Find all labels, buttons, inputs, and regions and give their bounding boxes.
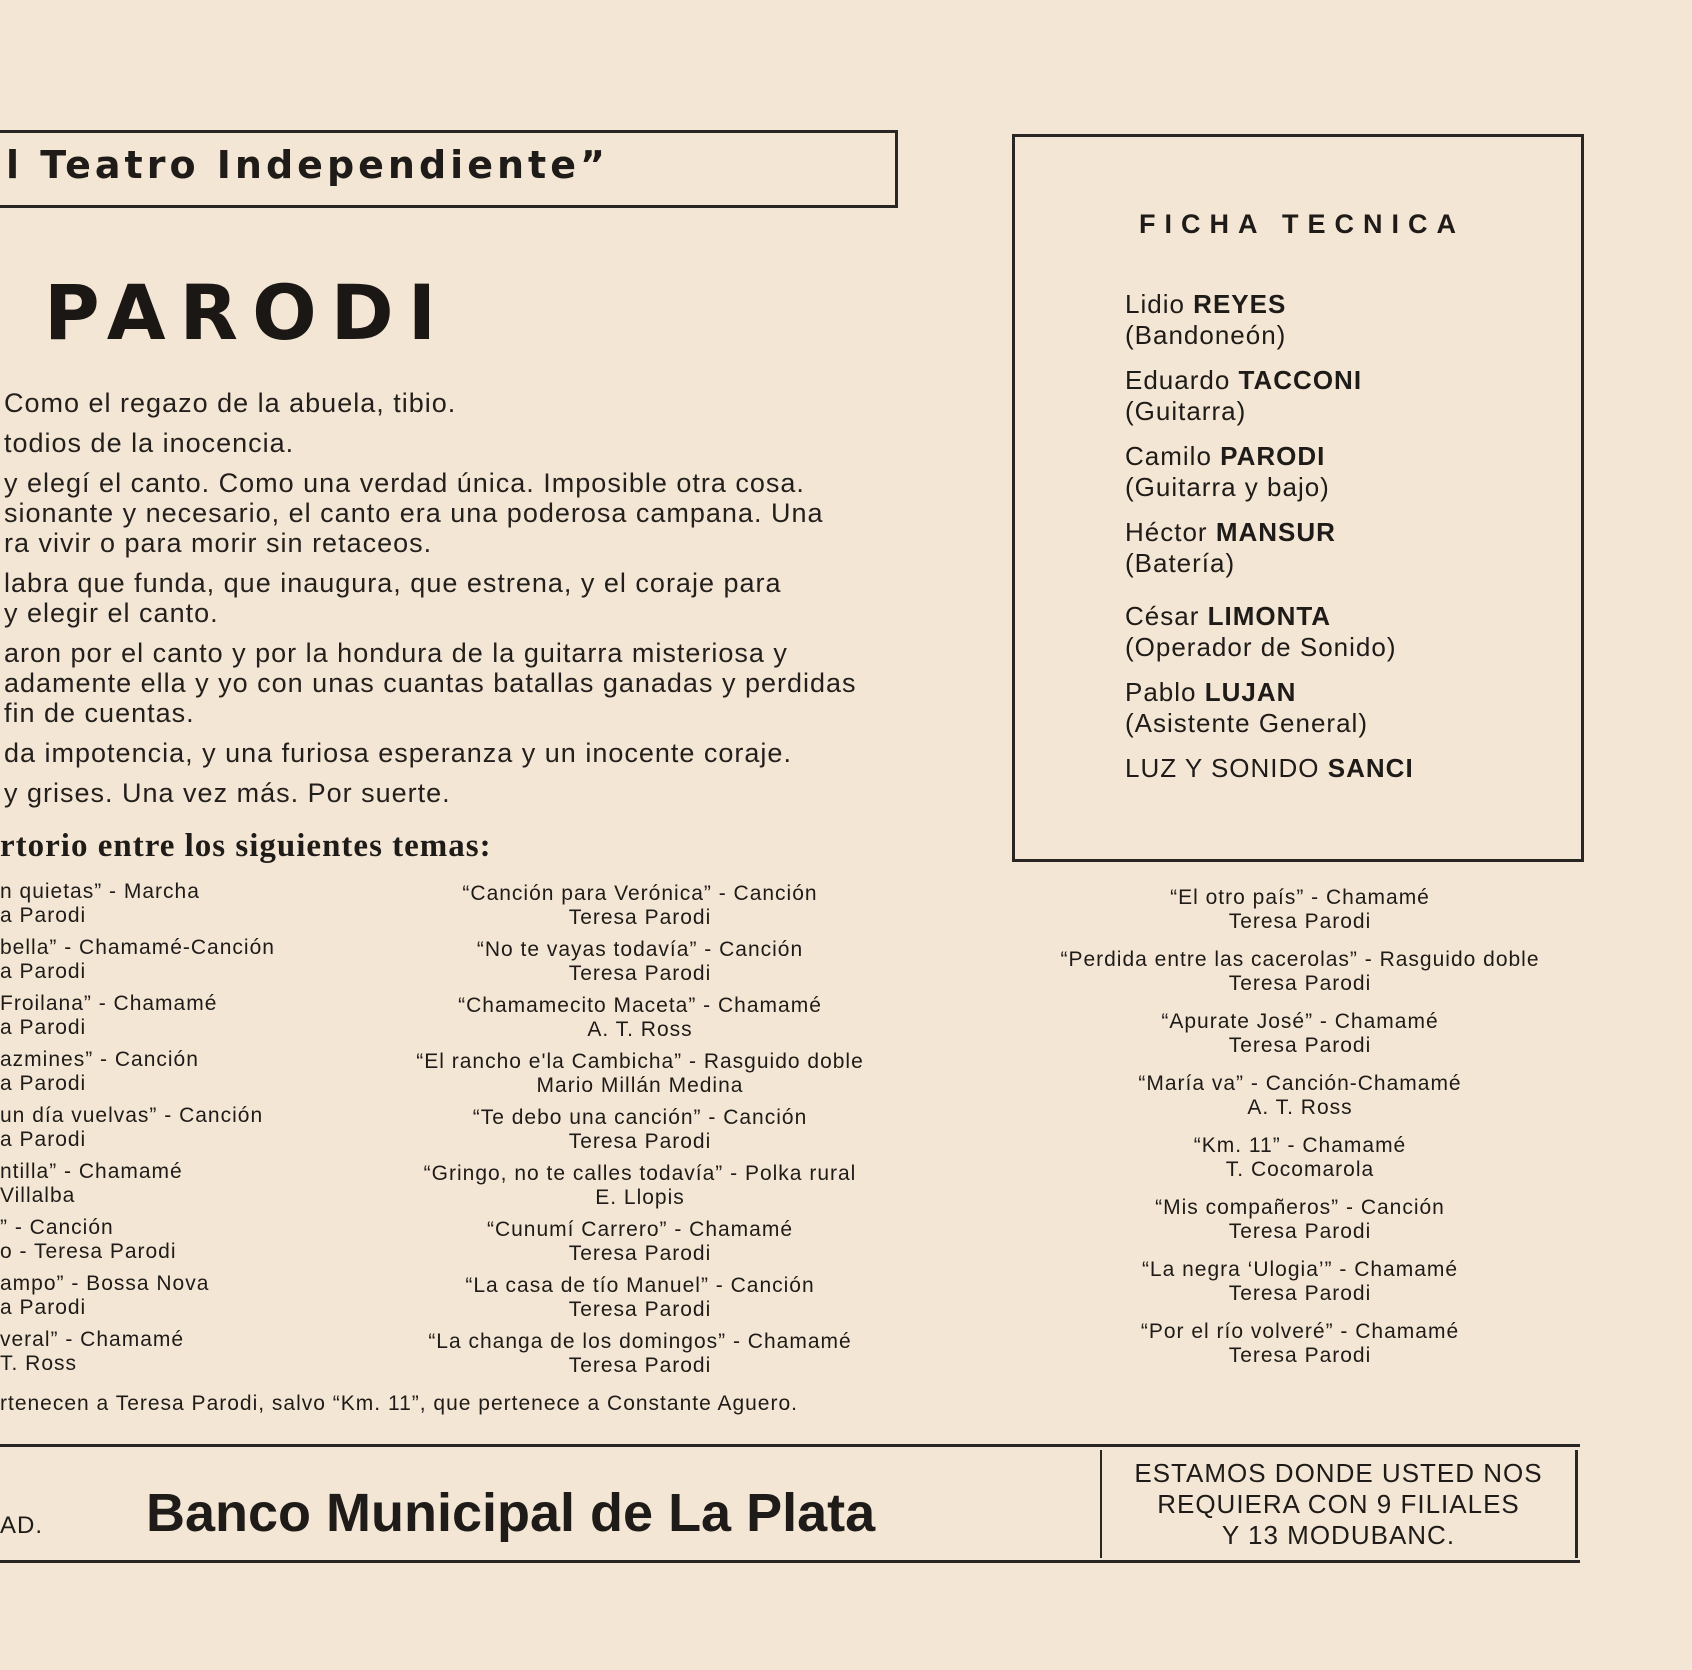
song-item: [360, 1050, 920, 1106]
song-author: a Parodi: [0, 1296, 87, 1319]
first-name: Lidio: [1125, 289, 1185, 319]
song-title: “Gringo, no te calles todavía” - Polka rural: [423, 1162, 857, 1185]
song-title: Froilana” - Chamamé: [0, 992, 218, 1015]
intro-line: y elegí el canto. Como una verdad única. Imposible otra cosa.: [4, 468, 805, 498]
credit-name: [1125, 601, 1565, 632]
song-item: [1010, 1072, 1590, 1134]
first-name: Pablo: [1125, 677, 1197, 707]
song-item: [0, 1216, 340, 1272]
credit-item: [1125, 677, 1565, 739]
credit-role: (Bandoneón): [1125, 320, 1287, 350]
repertoire-footnote: rtenecen a Teresa Parodi, salvo “Km. 11”, que pertenece a Constante Aguero.: [0, 1392, 798, 1415]
song-item: [360, 1162, 920, 1218]
credit-name: [1125, 517, 1565, 548]
credit-item: [1125, 517, 1565, 579]
credit-name: [1125, 365, 1565, 396]
song-title: “Te debo una canción” - Canción: [472, 1106, 808, 1129]
last-name: MANSUR: [1215, 517, 1336, 547]
first-name: Héctor: [1125, 517, 1208, 547]
header-banner: [0, 130, 898, 208]
song-author: A. T. Ross: [587, 1018, 693, 1041]
intro-line: fin de cuentas.: [4, 698, 195, 728]
song-item: [360, 1218, 920, 1274]
ficha-title: FICHA TECNICA: [1139, 209, 1465, 239]
song-author: Villalba: [0, 1184, 76, 1207]
song-item: [360, 1274, 920, 1330]
song-title: “El otro país” - Chamamé: [1170, 886, 1430, 909]
credit-role: (Guitarra): [1125, 396, 1247, 426]
credit-role: (Operador de Sonido): [1125, 632, 1397, 662]
song-author: a Parodi: [0, 1072, 87, 1095]
intro-line: labra que funda, que inaugura, que estrena, y el coraje para: [4, 568, 782, 598]
last-name: TACCONI: [1238, 365, 1363, 395]
song-title: n quietas” - Marcha: [0, 880, 200, 903]
song-item: [360, 1106, 920, 1162]
song-title: veral” - Chamamé: [0, 1328, 185, 1351]
first-name: César: [1125, 601, 1200, 631]
song-title: “Cunumí Carrero” - Chamamé: [486, 1218, 794, 1241]
song-title: ampo” - Bossa Nova: [0, 1272, 210, 1295]
song-author: a Parodi: [0, 1128, 87, 1151]
slogan-line: REQUIERA CON 9 FILIALES: [1157, 1489, 1520, 1519]
intro-line: todios de la inocencia.: [4, 428, 295, 458]
song-title: “El rancho e'la Cambicha” - Rasguido doble: [416, 1050, 864, 1073]
song-author: Teresa Parodi: [568, 1298, 712, 1321]
credit-name: [1125, 441, 1565, 472]
song-title: ” - Canción: [0, 1216, 114, 1239]
song-author: Teresa Parodi: [568, 1354, 712, 1377]
credit-name: [1125, 677, 1565, 708]
credit-item: [1125, 441, 1565, 503]
luz-sonido-credit: [1125, 753, 1565, 784]
last-name: PARODI: [1220, 441, 1326, 471]
intro-line: adamente ella y yo con unas cuantas batallas ganadas y perdidas: [4, 668, 857, 698]
song-title: “Apurate José” - Chamamé: [1161, 1010, 1439, 1033]
song-title: azmines” - Canción: [0, 1048, 199, 1071]
ficha-list: [1125, 289, 1565, 784]
repertoire-heading: rtorio entre los siguientes temas:: [0, 828, 492, 864]
song-author: a Parodi: [0, 960, 87, 983]
song-title: “Chamamecito Maceta” - Chamamé: [458, 994, 822, 1017]
slogan-line: Y 13 MODUBANC.: [1221, 1520, 1456, 1550]
luz-name: SANCI: [1327, 753, 1414, 783]
slogan-line: ESTAMOS DONDE USTED NOS: [1134, 1458, 1543, 1488]
intro-line: sionante y necesario, el canto era una poderosa campana. Una: [4, 498, 824, 528]
song-title: “La casa de tío Manuel” - Canción: [465, 1274, 815, 1297]
song-item: [0, 1328, 340, 1384]
song-author: E. Llopis: [595, 1186, 685, 1209]
song-item: [0, 880, 340, 936]
first-name: Camilo: [1125, 441, 1212, 471]
credit-item: [1125, 289, 1565, 351]
song-column-1: [0, 880, 340, 1384]
intro-line: aron por el canto y por la hondura de la guitarra misteriosa y: [4, 638, 788, 668]
credit-name: [1125, 289, 1565, 320]
song-author: Teresa Parodi: [568, 1242, 712, 1265]
song-item: [1010, 886, 1590, 948]
song-author: Teresa Parodi: [1228, 1282, 1372, 1305]
intro-line: da impotencia, y una furiosa esperanza y un inocente coraje.: [4, 738, 792, 768]
ad-slogan-box: [1100, 1450, 1578, 1558]
song-author: T. Ross: [0, 1352, 78, 1375]
song-title: ntilla” - Chamamé: [0, 1160, 183, 1183]
song-item: [1010, 1258, 1590, 1320]
song-author: a Parodi: [0, 904, 87, 927]
artist-title: PARODI: [44, 268, 451, 357]
credit-item: [1125, 365, 1565, 427]
credit-role: (Guitarra y bajo): [1125, 472, 1330, 502]
last-name: REYES: [1193, 289, 1287, 319]
song-item: [1010, 1320, 1590, 1382]
song-author: Teresa Parodi: [568, 1130, 712, 1153]
last-name: LUJAN: [1204, 677, 1297, 707]
song-title: “Perdida entre las cacerolas” - Rasguido doble: [1060, 948, 1540, 971]
song-item: [1010, 1134, 1590, 1196]
song-author: Teresa Parodi: [1228, 1344, 1372, 1367]
song-item: [360, 882, 920, 938]
song-item: [1010, 1196, 1590, 1258]
song-item: [0, 936, 340, 992]
credit-role: (Asistente General): [1125, 708, 1368, 738]
song-title: “Canción para Verónica” - Canción: [462, 882, 818, 905]
song-title: “No te vayas todavía” - Canción: [476, 938, 804, 961]
credit-item: [1125, 601, 1565, 663]
song-author: Teresa Parodi: [1228, 910, 1372, 933]
song-title: “Km. 11” - Chamamé: [1193, 1134, 1407, 1157]
song-title: “Mis compañeros” - Canción: [1155, 1196, 1445, 1219]
song-item: [0, 1160, 340, 1216]
intro-line: y grises. Una vez más. Por suerte.: [4, 778, 451, 808]
ficha-tecnica-box: [1012, 134, 1584, 862]
song-item: [360, 1330, 920, 1386]
song-author: a Parodi: [0, 1016, 87, 1039]
song-item: [360, 994, 920, 1050]
banner-text: l Teatro Independiente”: [6, 143, 609, 187]
song-title: “Por el río volveré” - Chamamé: [1140, 1320, 1460, 1343]
song-title: “María va” - Canción-Chamamé: [1138, 1072, 1462, 1095]
ad-top-rule: [0, 1444, 1580, 1447]
song-item: [360, 938, 920, 994]
song-author: Mario Millán Medina: [536, 1074, 744, 1097]
song-author: Teresa Parodi: [568, 962, 712, 985]
first-name: Eduardo: [1125, 365, 1231, 395]
song-item: [0, 1048, 340, 1104]
song-author: A. T. Ross: [1247, 1096, 1353, 1119]
intro-line: Como el regazo de la abuela, tibio.: [4, 388, 457, 418]
song-item: [0, 1272, 340, 1328]
intro-line: ra vivir o para morir sin retaceos.: [4, 528, 433, 558]
song-title: un día vuelvas” - Canción: [0, 1104, 264, 1127]
song-column-3: [1010, 886, 1590, 1382]
credit-role: (Batería): [1125, 548, 1236, 578]
intro-text: [4, 388, 900, 808]
song-author: Teresa Parodi: [1228, 1220, 1372, 1243]
song-title: “La negra ‘Ulogia’” - Chamamé: [1141, 1258, 1459, 1281]
song-item: [1010, 1010, 1590, 1072]
song-column-2: [360, 882, 920, 1386]
song-author: o - Teresa Parodi: [0, 1240, 177, 1263]
ad-left-fragment: AD.: [0, 1512, 44, 1539]
ad-bottom-rule: [0, 1560, 1580, 1563]
bank-name: Banco Municipal de La Plata: [146, 1483, 876, 1543]
intro-line: y elegir el canto.: [4, 598, 219, 628]
song-item: [0, 992, 340, 1048]
song-title: bella” - Chamamé-Canción: [0, 936, 275, 959]
song-item: [1010, 948, 1590, 1010]
song-author: T. Cocomarola: [1225, 1158, 1375, 1181]
song-author: Teresa Parodi: [1228, 1034, 1372, 1057]
last-name: LIMONTA: [1207, 601, 1332, 631]
song-author: Teresa Parodi: [1228, 972, 1372, 995]
luz-prefix: LUZ Y SONIDO: [1125, 753, 1320, 783]
song-author: Teresa Parodi: [568, 906, 712, 929]
song-item: [0, 1104, 340, 1160]
song-title: “La changa de los domingos” - Chamamé: [428, 1330, 852, 1353]
